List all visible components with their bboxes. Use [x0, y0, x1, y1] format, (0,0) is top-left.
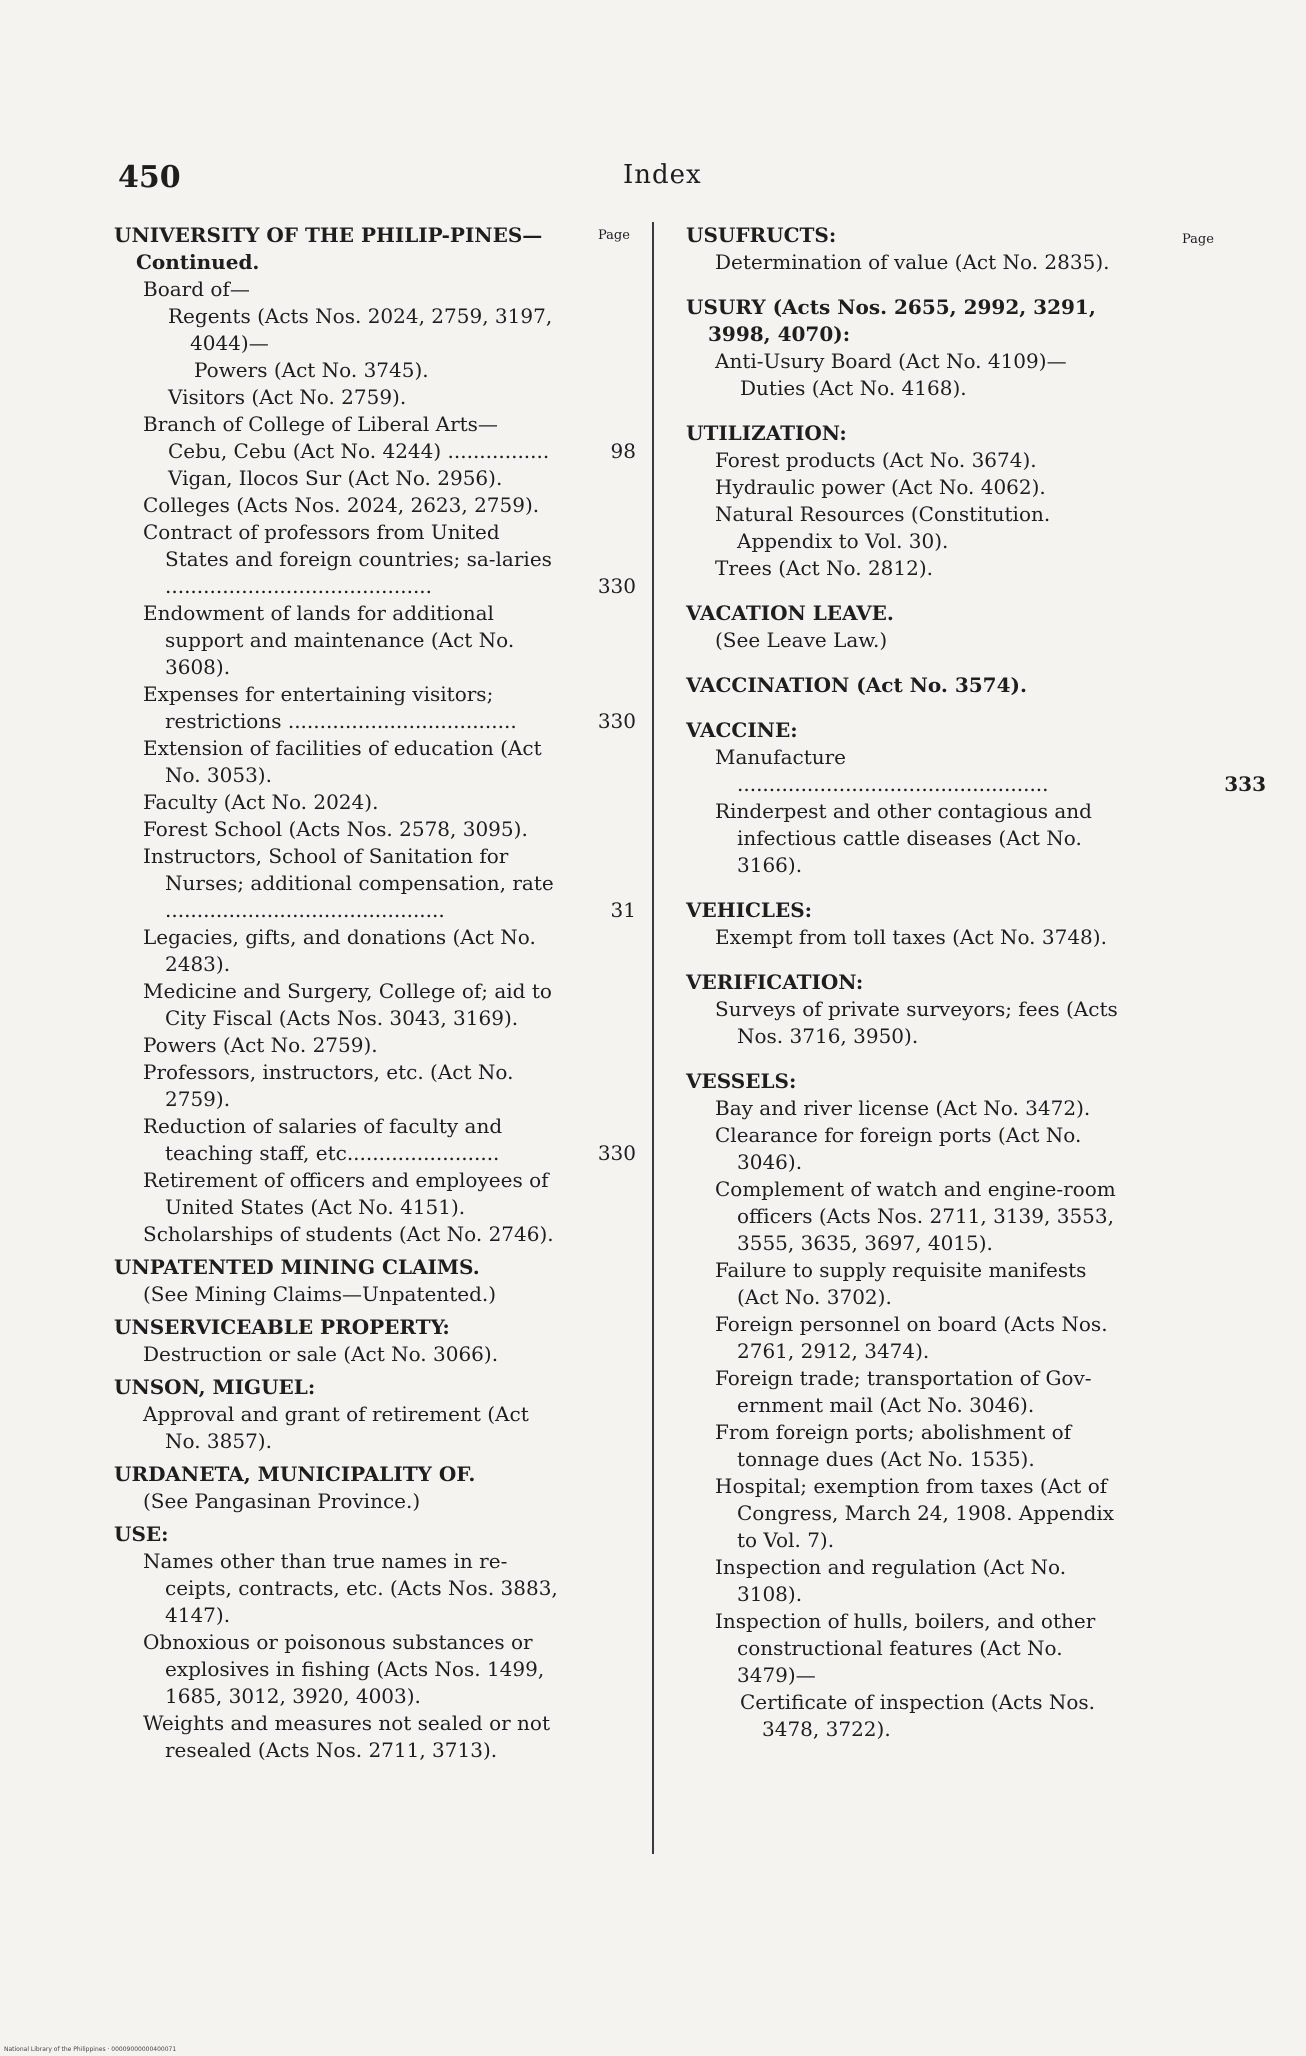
entry-text: URDANETA, MUNICIPALITY OF.: [114, 1462, 476, 1486]
entry-text: Endowment of lands for additional support and maintenance (Act No. 3608).: [143, 601, 515, 679]
index-subentry: [114, 519, 644, 600]
index-subentry: [686, 627, 1206, 654]
footer-tag: National Library of the Philippines · 00009000000400071: [4, 2046, 177, 2053]
index-subentry: [114, 735, 644, 789]
entry-text: Natural Resources (Constitution. Appendix to Vol. 30).: [715, 502, 1051, 553]
index-subentry: [686, 375, 1206, 402]
index-subentry: [114, 1167, 644, 1221]
entry-text: VACATION LEAVE.: [686, 601, 894, 625]
entry-text: Retirement of officers and employees of United States (Act No. 4151).: [143, 1168, 549, 1219]
entry-text: Weights and measures not sealed or not resealed (Acts Nos. 2711, 3713).: [143, 1711, 551, 1762]
entry-text: UNSON, MIGUEL:: [114, 1375, 316, 1399]
index-subentry: [114, 1401, 644, 1455]
entry-text: Cebu, Cebu (Act No. 4244) ................: [168, 439, 550, 463]
index-subentry: [686, 744, 1266, 798]
entry-text: Professors, instructors, etc. (Act No. 2759).: [143, 1060, 514, 1111]
index-subentry: [686, 1689, 1206, 1743]
index-heading: [114, 1374, 644, 1401]
index-subentry: [114, 438, 644, 465]
index-heading: [114, 1314, 644, 1341]
entry-text: Extension of facilities of education (Act No. 3053).: [143, 736, 542, 787]
index-heading: [686, 897, 1206, 924]
entry-text: Scholarships of students (Act No. 2746).: [143, 1222, 554, 1246]
entry-text: VACCINATION (Act No. 3574).: [686, 673, 1027, 697]
entry-text: Surveys of private surveyors; fees (Acts Nos. 3716, 3950).: [715, 997, 1118, 1048]
index-subentry: [114, 303, 644, 357]
index-subentry: [686, 924, 1206, 951]
index-subentry: [114, 384, 644, 411]
entry-text: Powers (Act No. 2759).: [143, 1033, 378, 1057]
index-subentry: [114, 1113, 644, 1167]
index-subentry: [686, 996, 1206, 1050]
entry-text: USUFRUCTS:: [686, 223, 837, 247]
index-heading: [114, 222, 644, 276]
index-subentry: [686, 1608, 1206, 1689]
index-subentry: [114, 1341, 644, 1368]
index-heading: [686, 600, 1206, 627]
entry-text: (See Leave Law.): [715, 628, 888, 652]
index-subentry: [686, 474, 1206, 501]
index-subentry: [686, 1311, 1206, 1365]
index-heading: [686, 222, 1206, 249]
page-column-label-right: Page: [1182, 232, 1214, 247]
index-subentry: [686, 447, 1206, 474]
entry-text: Destruction or sale (Act No. 3066).: [143, 1342, 499, 1366]
index-subentry: [686, 249, 1206, 276]
index-subentry: [114, 276, 644, 303]
entry-text: Reduction of salaries of faculty and teaching staff, etc........................: [143, 1114, 503, 1165]
entry-text: Legacies, gifts, and donations (Act No. 2483).: [143, 925, 536, 976]
entry-text: Foreign personnel on board (Acts Nos. 2761, 2912, 3474).: [715, 1312, 1108, 1363]
page-number: 450: [118, 160, 181, 195]
index-heading: [686, 1068, 1206, 1095]
index-subentry: [114, 816, 644, 843]
entry-text: UTILIZATION:: [686, 421, 847, 445]
entry-text: Obnoxious or poisonous substances or explosives in fishing (Acts Nos. 1499, 1685, 3012, 3920, 4003).: [143, 1630, 545, 1708]
index-heading: [114, 1254, 644, 1281]
index-subentry: [114, 1221, 644, 1248]
index-heading: [686, 969, 1206, 996]
index-heading: [686, 672, 1206, 699]
entry-text: Regents (Acts Nos. 2024, 2759, 3197, 4044)—: [168, 304, 553, 355]
entry-text: USE:: [114, 1522, 169, 1546]
entry-text: Hospital; exemption from taxes (Act of Congress, March 24, 1908. Appendix to Vol. 7).: [715, 1474, 1115, 1552]
page-reference: 330: [597, 574, 636, 598]
entry-text: Faculty (Act No. 2024).: [143, 790, 379, 814]
index-heading: [686, 294, 1206, 348]
entry-text: Instructors, School of Sanitation for Nurses; additional compensation, rate ............................................: [143, 844, 554, 922]
entry-text: Branch of College of Liberal Arts—: [143, 412, 498, 436]
page-reference: 31: [610, 898, 636, 922]
entry-text: Bay and river license (Act No. 3472).: [715, 1096, 1091, 1120]
entry-text: Rinderpest and other contagious and infectious cattle diseases (Act No. 3166).: [715, 799, 1092, 877]
entry-text: Inspection of hulls, boilers, and other constructional features (Act No. 3479)—: [715, 1609, 1096, 1687]
index-subentry: [114, 924, 644, 978]
entry-text: Forest School (Acts Nos. 2578, 3095).: [143, 817, 528, 841]
entry-text: UNPATENTED MINING CLAIMS.: [114, 1255, 480, 1279]
entry-text: USURY (Acts Nos. 2655, 2992, 3291, 3998, 4070):: [686, 295, 1096, 346]
index-subentry: [114, 1281, 644, 1308]
index-subentry: [686, 501, 1206, 555]
index-heading: [686, 717, 1206, 744]
index-heading: [686, 420, 1206, 447]
index-subentry: [114, 1629, 644, 1710]
entry-text: Medicine and Surgery, College of; aid to City Fiscal (Acts Nos. 3043, 3169).: [143, 979, 552, 1030]
entry-text: Approval and grant of retirement (Act No. 3857).: [143, 1402, 529, 1453]
entry-text: VERIFICATION:: [686, 970, 864, 994]
entry-text: Foreign trade; transportation of Gov-ernment mail (Act No. 3046).: [715, 1366, 1092, 1417]
index-subentry: [686, 1257, 1206, 1311]
entry-text: Hydraulic power (Act No. 4062).: [715, 475, 1046, 499]
entry-text: Contract of professors from United States and foreign countries; sa-laries ..........................................: [143, 520, 552, 598]
entry-text: Complement of watch and engine-room officers (Acts Nos. 2711, 3139, 3553, 3555, 3635, 3697, 4015).: [715, 1177, 1116, 1255]
index-subentry: [114, 978, 644, 1032]
entry-text: Certificate of inspection (Acts Nos. 3478, 3722).: [740, 1690, 1095, 1741]
column-divider: [652, 222, 654, 1854]
index-subentry: [114, 411, 644, 438]
index-heading: [114, 1461, 644, 1488]
index-subentry: [114, 1488, 644, 1515]
index-subentry: [114, 789, 644, 816]
entry-text: Determination of value (Act No. 2835).: [715, 250, 1110, 274]
entry-text: UNIVERSITY OF THE PHILIP-PINES—Continued.: [114, 223, 543, 274]
index-subentry: [686, 1473, 1206, 1554]
entry-text: Failure to supply requisite manifests (Act No. 3702).: [715, 1258, 1087, 1309]
index-subentry: [114, 1710, 644, 1764]
index-subentry: [114, 843, 644, 924]
entry-text: Vigan, Ilocos Sur (Act No. 2956).: [168, 466, 503, 490]
entry-text: From foreign ports; abolishment of tonnage dues (Act No. 1535).: [715, 1420, 1072, 1471]
page-reference: 330: [597, 1141, 636, 1165]
entry-text: (See Pangasinan Province.): [143, 1489, 421, 1513]
entry-text: UNSERVICEABLE PROPERTY:: [114, 1315, 450, 1339]
index-subentry: [686, 1122, 1206, 1176]
entry-text: Manufacture .................................................: [715, 745, 1049, 796]
index-subentry: [114, 357, 644, 384]
right-column: [686, 222, 1266, 1743]
running-head: Index: [623, 160, 702, 190]
entry-text: Trees (Act No. 2812).: [715, 556, 933, 580]
entry-text: Visitors (Act No. 2759).: [168, 385, 407, 409]
entry-text: VACCINE:: [686, 718, 798, 742]
entry-text: Anti-Usury Board (Act No. 4109)—: [715, 349, 1067, 373]
entry-text: VEHICLES:: [686, 898, 813, 922]
index-subentry: [114, 492, 644, 519]
index-subentry: [114, 1548, 644, 1629]
entry-text: Exempt from toll taxes (Act No. 3748).: [715, 925, 1107, 949]
page-reference: 98: [610, 439, 636, 463]
entry-text: Powers (Act No. 3745).: [194, 358, 429, 382]
entry-text: Names other than true names in re-ceipts, contracts, etc. (Acts Nos. 3883, 4147).: [143, 1549, 558, 1627]
index-subentry: [686, 1095, 1206, 1122]
entry-text: Duties (Act No. 4168).: [740, 376, 967, 400]
entry-text: Clearance for foreign ports (Act No. 3046).: [715, 1123, 1082, 1174]
left-column: [114, 222, 644, 1764]
page-reference: 333: [1224, 772, 1266, 796]
entry-text: Board of—: [143, 277, 250, 301]
entry-text: VESSELS:: [686, 1069, 797, 1093]
index-subentry: [686, 1554, 1206, 1608]
entry-text: Forest products (Act No. 3674).: [715, 448, 1037, 472]
index-subentry: [114, 465, 644, 492]
entry-text: Inspection and regulation (Act No. 3108).: [715, 1555, 1067, 1606]
entry-text: Expenses for entertaining visitors; restrictions ....................................: [143, 682, 517, 733]
index-subentry: [114, 600, 644, 681]
index-subentry: [114, 681, 644, 735]
index-subentry: [686, 798, 1206, 879]
page-column-label-left: Page: [598, 228, 630, 243]
entry-text: (See Mining Claims—Unpatented.): [143, 1282, 497, 1306]
index-heading: [114, 1521, 644, 1548]
page-reference: 330: [597, 709, 636, 733]
index-subentry: [686, 1365, 1206, 1419]
index-subentry: [114, 1032, 644, 1059]
index-subentry: [686, 555, 1206, 582]
index-subentry: [686, 348, 1206, 375]
index-subentry: [686, 1176, 1206, 1257]
index-subentry: [114, 1059, 644, 1113]
entry-text: Colleges (Acts Nos. 2024, 2623, 2759).: [143, 493, 540, 517]
index-subentry: [686, 1419, 1206, 1473]
